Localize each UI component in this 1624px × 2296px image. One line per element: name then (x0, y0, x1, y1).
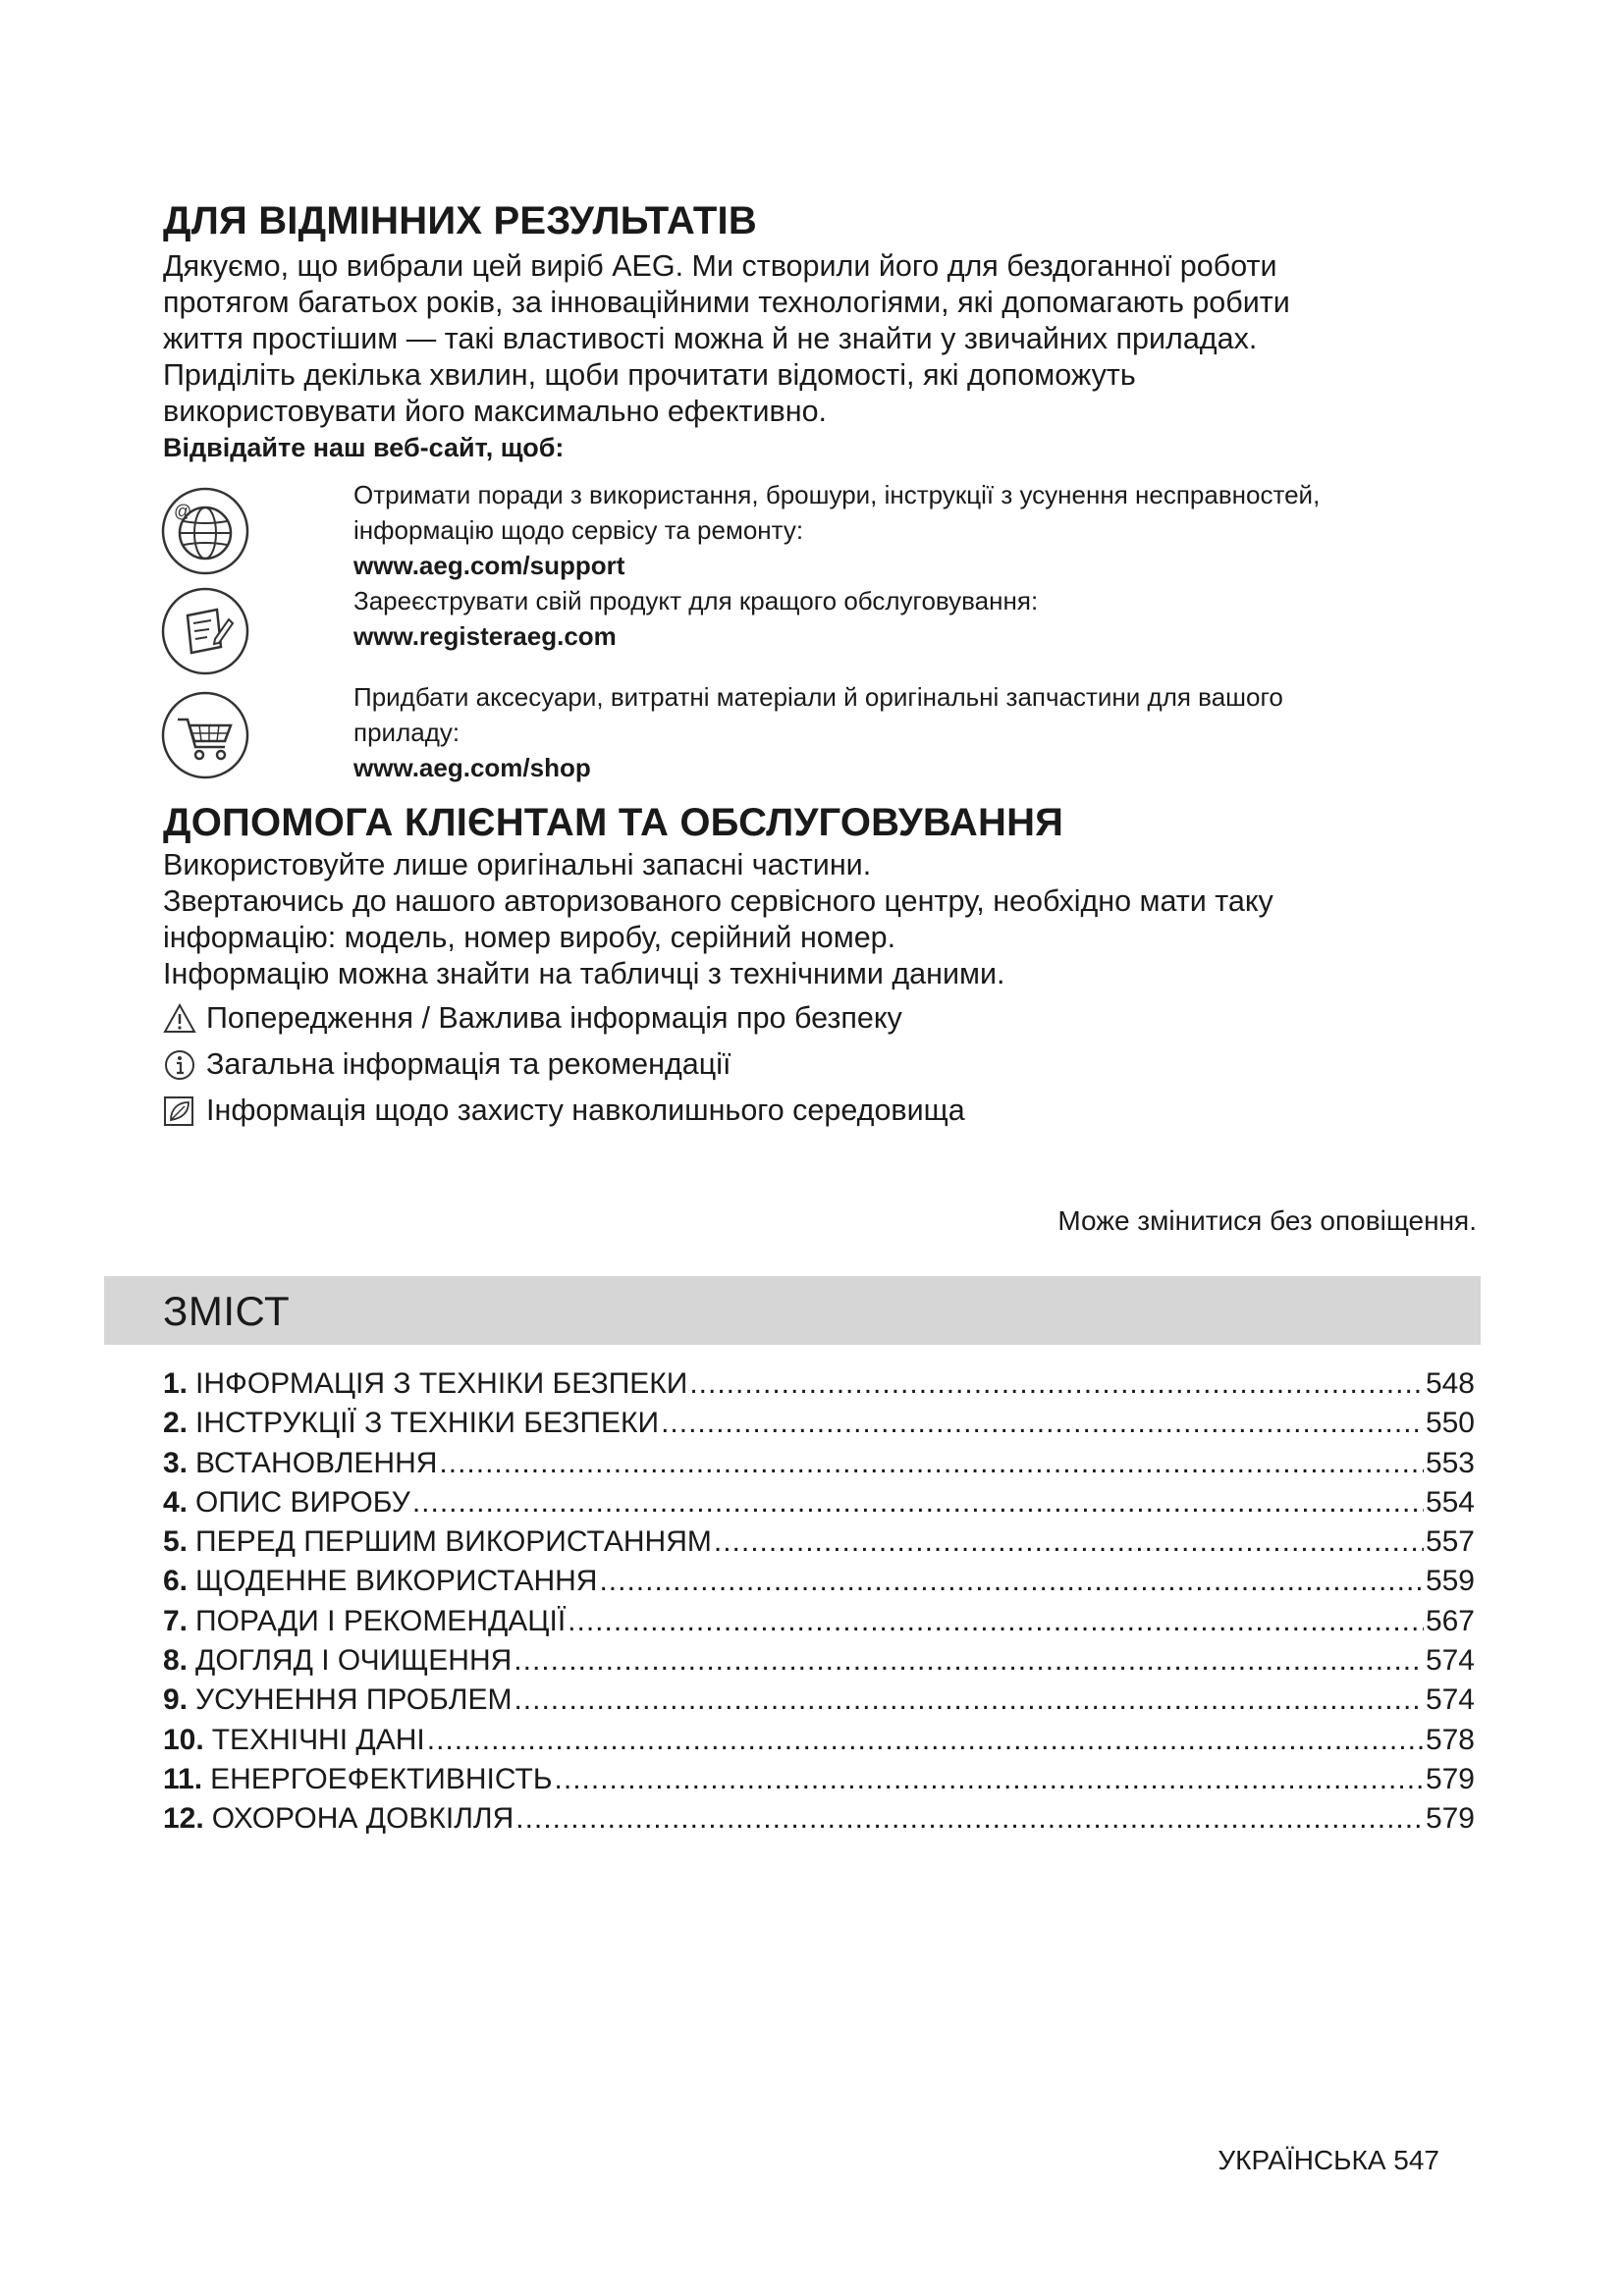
intro-line: життя простішим — такі властивості можна й не знайти у звичайних приладах. (163, 322, 1258, 355)
register-icon (160, 586, 250, 676)
toc-header-bar (104, 1276, 1481, 1345)
toc-item-page: 578 (1425, 1723, 1475, 1756)
toc-title: ЗМІСТ (163, 1288, 291, 1334)
toc-item[interactable] (163, 1760, 1475, 1799)
page-footer: УКРАЇНСЬКА 547 (1218, 2145, 1439, 2175)
toc-item-number: 11. (163, 1762, 203, 1795)
toc-leader-dots (661, 1404, 1424, 1443)
toc-item-page: 553 (1425, 1446, 1475, 1479)
toc-item-page: 550 (1425, 1407, 1475, 1440)
change-notice: Може змінитися без оповіщення. (1057, 1205, 1477, 1236)
toc-item-page: 554 (1425, 1485, 1475, 1519)
section-title-support: ДОПОМОГА КЛІЄНТАМ ТА ОБСЛУГОВУВАННЯ (163, 801, 1064, 844)
toc-leader-dots (568, 1602, 1424, 1641)
legend-text: Загальна інформація та рекомендації (206, 1047, 731, 1081)
intro-line: протягом багатьох років, за інноваційними технологіями, які допомагають робити (163, 286, 1290, 319)
toc-item[interactable] (163, 1404, 1475, 1443)
toc-leader-dots (439, 1444, 1424, 1483)
toc-item-number: 3. (163, 1446, 189, 1479)
register-url-link[interactable]: www.registeraeg.com (353, 621, 617, 651)
legend-environment (163, 1094, 965, 1128)
toc-item-number: 12. (163, 1802, 204, 1836)
toc-item[interactable] (163, 1444, 1475, 1483)
toc-item[interactable] (163, 1681, 1475, 1720)
intro-line: використовувати його максимально ефективно. (163, 395, 828, 428)
globe-icon (160, 486, 250, 576)
leaf-icon (163, 1095, 196, 1128)
link-description: Зареєструвати свій продукт для кращого обслуговування: (353, 586, 1039, 615)
link-description: Придбати аксесуари, витратні матеріали й оригінальні запчастини для вашого (353, 682, 1283, 712)
toc-leader-dots (514, 1681, 1423, 1720)
toc-item-page: 574 (1425, 1644, 1475, 1678)
cart-icon (160, 690, 250, 780)
toc-item[interactable] (163, 1483, 1475, 1522)
toc-leader-dots (427, 1721, 1424, 1760)
toc-item-label: ОХОРОНА ДОВКІЛЛЯ (211, 1802, 514, 1836)
toc-item-number: 10. (163, 1723, 204, 1756)
toc-item-page: 559 (1425, 1565, 1475, 1598)
toc-item-page: 579 (1425, 1802, 1475, 1836)
toc-item[interactable] (163, 1721, 1475, 1760)
table-of-contents (163, 1364, 1475, 1840)
toc-item-number: 5. (163, 1525, 189, 1559)
svg-text:@: @ (174, 502, 192, 521)
toc-item-label: ВСТАНОВЛЕННЯ (195, 1446, 438, 1479)
toc-item-number: 9. (163, 1683, 189, 1717)
toc-item-label: ТЕХНІЧНІ ДАНІ (211, 1723, 425, 1756)
toc-item-label: ПОРАДИ І РЕКОМЕНДАЦІЇ (195, 1604, 567, 1637)
toc-item-label: ОПИС ВИРОБУ (195, 1485, 410, 1519)
toc-item-number: 2. (163, 1407, 189, 1440)
toc-leader-dots (555, 1760, 1424, 1799)
link-description: приладу: (353, 718, 460, 747)
intro-line: Дякуємо, що вибрали цей виріб AEG. Ми створили його для бездоганної роботи (163, 249, 1277, 283)
warning-icon (163, 1002, 196, 1036)
toc-item-label: ІНСТРУКЦІЇ З ТЕХНІКИ БЕЗПЕКИ (195, 1407, 660, 1440)
toc-item-page: 567 (1425, 1604, 1475, 1637)
link-description: Отримати поради з використання, брошури, інструкції з усунення несправностей, (353, 480, 1321, 509)
link-description: інформацію щодо сервісу та ремонту: (353, 515, 804, 545)
legend-warning (163, 1001, 902, 1036)
toc-item[interactable] (163, 1364, 1475, 1404)
toc-item[interactable] (163, 1602, 1475, 1641)
toc-item[interactable] (163, 1641, 1475, 1681)
toc-item[interactable] (163, 1562, 1475, 1601)
section-title-results: ДЛЯ ВІДМІННИХ РЕЗУЛЬТАТІВ (163, 199, 757, 242)
toc-leader-dots (714, 1522, 1424, 1562)
legend-info (163, 1047, 731, 1082)
toc-item[interactable] (163, 1522, 1475, 1562)
support-paragraph (163, 847, 1479, 992)
legend-text: Інформація щодо захисту навколишнього середовища (206, 1094, 965, 1127)
toc-item-page: 579 (1425, 1762, 1475, 1795)
info-icon (163, 1048, 196, 1082)
support-line: Інформацію можна знайти на табличці з технічними даними. (163, 957, 1005, 990)
toc-item-number: 7. (163, 1604, 189, 1637)
toc-leader-dots (599, 1562, 1423, 1601)
toc-leader-dots (412, 1483, 1424, 1522)
legend-text: Попередження / Важлива інформація про безпеку (206, 1001, 902, 1035)
toc-item-label: ІНФОРМАЦІЯ З ТЕХНІКИ БЕЗПЕКИ (195, 1367, 688, 1400)
toc-item-label: УСУНЕННЯ ПРОБЛЕМ (195, 1683, 513, 1717)
toc-item-page: 557 (1425, 1525, 1475, 1559)
toc-item-number: 8. (163, 1644, 189, 1678)
toc-item-label: ПЕРЕД ПЕРШИМ ВИКОРИСТАННЯМ (195, 1525, 712, 1559)
link-block-support (353, 477, 1492, 583)
toc-leader-dots (515, 1799, 1424, 1839)
support-url-link[interactable]: www.aeg.com/support (353, 551, 625, 580)
shop-url-link[interactable]: www.aeg.com/shop (353, 753, 591, 782)
toc-item-page: 548 (1425, 1367, 1475, 1400)
link-block-shop (353, 679, 1492, 785)
toc-item-label: ЩОДЕННЕ ВИКОРИСТАННЯ (195, 1565, 598, 1598)
intro-line: Приділіть декілька хвилин, щоби прочитати відомості, які допоможуть (163, 358, 1136, 392)
toc-item[interactable] (163, 1799, 1475, 1839)
toc-item-number: 6. (163, 1565, 189, 1598)
toc-item-label: ДОГЛЯД І ОЧИЩЕННЯ (195, 1644, 513, 1678)
toc-item-page: 574 (1425, 1683, 1475, 1717)
toc-leader-dots (514, 1641, 1424, 1681)
toc-item-number: 1. (163, 1367, 189, 1400)
toc-leader-dots (689, 1364, 1424, 1404)
toc-item-number: 4. (163, 1485, 189, 1519)
toc-item-label: ЕНЕРГОЕФЕКТИВНІСТЬ (210, 1762, 553, 1795)
support-line: Використовуйте лише оригінальні запасні частини. (163, 848, 872, 881)
support-line: інформацію: модель, номер виробу, серійний номер. (163, 921, 896, 954)
link-block-register (353, 583, 1492, 654)
support-line: Звертаючись до нашого авторизованого сервісного центру, необхідно мати таку (163, 884, 1273, 918)
visit-website-label: Відвідайте наш веб-сайт, щоб: (163, 433, 565, 462)
intro-paragraph (163, 248, 1479, 430)
